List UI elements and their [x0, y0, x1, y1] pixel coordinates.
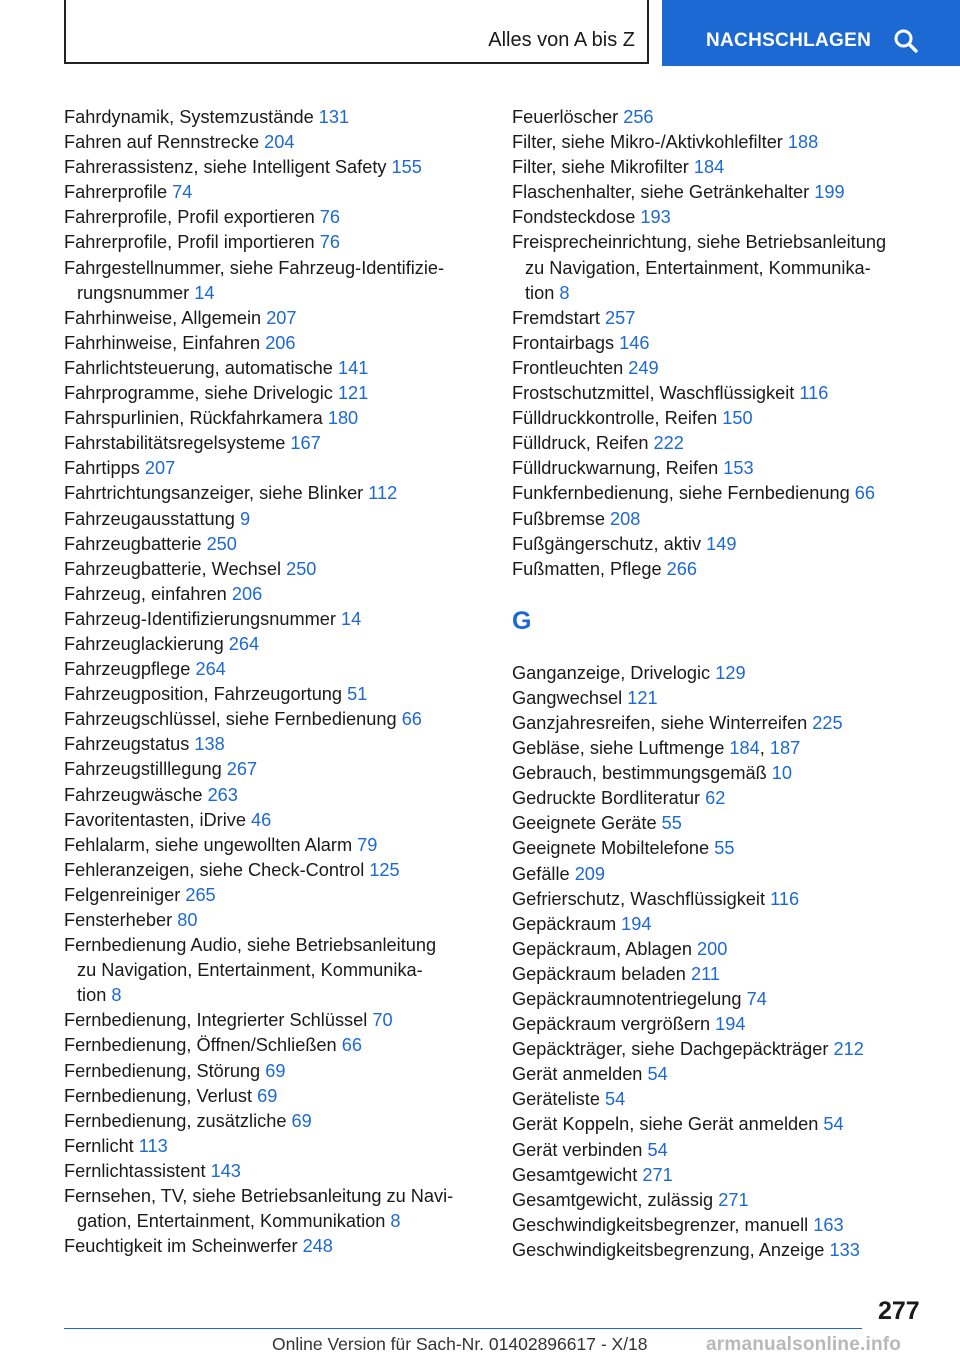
- page-number: 277: [878, 1297, 920, 1325]
- index-entry: [64, 230, 484, 255]
- index-term: Fußgängerschutz, aktiv: [512, 533, 707, 554]
- index-term: Gerät verbinden: [512, 1139, 648, 1160]
- index-entry: [64, 406, 484, 431]
- index-term: Fahrlichtsteuerung, automatische: [64, 357, 338, 378]
- page-reference-link[interactable]: 194: [621, 913, 652, 934]
- index-entry: [512, 381, 932, 406]
- index-term: Gesamtgewicht: [512, 1164, 643, 1185]
- index-term: rungsnummer: [77, 282, 195, 303]
- page-reference-link[interactable]: 8: [111, 985, 122, 1006]
- index-term: Frostschutzmittel, Waschflüssigkeit: [512, 383, 800, 404]
- search-icon[interactable]: [893, 28, 919, 54]
- page-reference-link[interactable]: 54: [605, 1089, 626, 1110]
- index-term: Fernbedienung, Verlust: [64, 1085, 258, 1106]
- page-reference-link[interactable]: 66: [401, 709, 422, 730]
- index-entry: [512, 130, 932, 155]
- page-reference-link[interactable]: 55: [661, 813, 682, 834]
- index-entry: [512, 481, 932, 506]
- page-reference-link[interactable]: 250: [286, 558, 317, 579]
- index-term: Gesamtgewicht, zulässig: [512, 1189, 719, 1210]
- page-reference-link[interactable]: 188: [787, 132, 819, 153]
- index-entry: [512, 230, 932, 305]
- index-column-right: [512, 105, 932, 1263]
- page-reference-link[interactable]: 69: [257, 1085, 278, 1106]
- index-term: Gefrierschutz, Waschflüssigkeit: [512, 888, 771, 909]
- index-entry: [512, 786, 932, 811]
- index-entry: [512, 761, 932, 786]
- index-term: Freisprecheinrichtung, siehe Betriebsanleitung: [512, 232, 887, 253]
- page-reference-link[interactable]: 267: [226, 759, 258, 780]
- index-entry: [512, 331, 932, 356]
- index-term: tion: [77, 985, 112, 1006]
- index-term: Fahrzeugposition, Fahrzeugortung: [64, 684, 348, 705]
- index-term: Fernbedienung, Integrierter Schlüssel: [64, 1010, 373, 1031]
- page-reference-link[interactable]: 54: [647, 1139, 668, 1160]
- index-entry: [512, 406, 932, 431]
- index-term: Fahrhinweise, Allgemein: [64, 307, 267, 328]
- index-entry: [64, 1084, 484, 1109]
- index-entry: [64, 456, 484, 481]
- index-entry: [64, 908, 484, 933]
- page-reference-link[interactable]: 209: [574, 863, 606, 884]
- index-term: Fülldruck, Reifen: [512, 433, 654, 454]
- page-reference-link[interactable]: 149: [706, 533, 737, 554]
- index-entry: [64, 757, 484, 782]
- index-term: Gepäckraum beladen: [512, 963, 691, 984]
- index-entry: [64, 732, 484, 757]
- index-term: Fahren auf Rennstrecke: [64, 132, 265, 153]
- index-entry: [64, 356, 484, 381]
- index-entry: [512, 180, 932, 205]
- index-entry: [64, 1159, 484, 1184]
- index-term: Gerät anmelden: [512, 1064, 648, 1085]
- page-reference-link[interactable]: 264: [195, 659, 226, 680]
- index-term: Favoritentasten, iDrive: [64, 809, 251, 830]
- page-reference-link[interactable]: 271: [642, 1164, 673, 1185]
- index-term: Fußbremse: [512, 508, 611, 529]
- index-term: Fahrerprofile: [64, 182, 173, 203]
- page-reference-link[interactable]: 257: [604, 307, 636, 328]
- index-entry: [64, 1109, 484, 1134]
- page-reference-link[interactable]: 180: [327, 408, 359, 429]
- index-entry: [64, 883, 484, 908]
- index-entry: [64, 431, 484, 456]
- index-entry: [64, 657, 484, 682]
- index-entry: [64, 1059, 484, 1084]
- index-term: Fehlalarm, siehe ungewollten Alarm: [64, 834, 358, 855]
- page-reference-link[interactable]: 141: [337, 357, 369, 378]
- index-entry: [512, 836, 932, 861]
- page-reference-link[interactable]: 69: [265, 1060, 286, 1081]
- index-entry: [512, 811, 932, 836]
- index-entry: [512, 686, 932, 711]
- index-entry: [64, 155, 484, 180]
- page-reference-link[interactable]: 54: [647, 1064, 668, 1085]
- page-reference-link[interactable]: 112: [368, 483, 398, 504]
- page-reference-link[interactable]: 193: [640, 207, 671, 228]
- index-entry: [64, 331, 484, 356]
- index-entry: [512, 557, 932, 582]
- page-reference-link[interactable]: 70: [372, 1010, 393, 1031]
- index-term: Frontleuchten: [512, 357, 629, 378]
- index-term: Fernbedienung, Öffnen/Schließen: [64, 1035, 342, 1056]
- section-tab: [64, 0, 649, 64]
- index-entry: [512, 306, 932, 331]
- index-term: Gangwechsel: [512, 687, 628, 708]
- index-entry: [512, 962, 932, 987]
- index-entry: [512, 711, 932, 736]
- index-term: Fahrerassistenz, siehe Intelligent Safety: [64, 157, 392, 178]
- index-term: Fahrerprofile, Profil exportieren: [64, 207, 320, 228]
- index-entry: [512, 1188, 932, 1213]
- page-reference-link[interactable]: 212: [833, 1039, 864, 1060]
- page-reference-link[interactable]: 80: [177, 910, 198, 930]
- index-term: Frontairbags: [512, 332, 620, 353]
- index-entry: [64, 833, 484, 858]
- index-entry: [512, 1213, 932, 1238]
- index-entry: [64, 808, 484, 833]
- page-reference-link[interactable]: 8: [390, 1211, 401, 1232]
- index-entry: [64, 933, 484, 1008]
- page-reference-link[interactable]: 211: [690, 963, 720, 984]
- online-version-note: Online Version für Sach-Nr. 01402896617 - X/18: [272, 1334, 648, 1354]
- page-reference-link[interactable]: 208: [610, 508, 641, 529]
- index-term: Fehleranzeigen, siehe Check-Control: [64, 859, 370, 880]
- page-reference-link[interactable]: 184: [729, 738, 760, 759]
- page-reference-link[interactable]: 74: [172, 182, 193, 203]
- index-term: Fernbedienung, Störung: [64, 1060, 266, 1081]
- index-term: Fremdstart: [512, 307, 605, 328]
- page-reference-link[interactable]: 163: [813, 1214, 844, 1235]
- letter-heading: G: [512, 606, 532, 635]
- index-term: Geräteliste: [512, 1089, 605, 1110]
- page-reference-link[interactable]: 10: [771, 763, 793, 784]
- page-reference-link[interactable]: 150: [722, 408, 753, 429]
- index-entry: [512, 937, 932, 962]
- index-term: Fernbedienung, zusätzliche: [64, 1110, 292, 1131]
- index-term: Fahrzeugwäsche: [64, 784, 208, 805]
- page-reference-link[interactable]: 184: [693, 157, 725, 178]
- index-entry: [512, 456, 932, 481]
- page-reference-link[interactable]: 51: [347, 684, 368, 705]
- page-reference-link[interactable]: 248: [302, 1236, 333, 1257]
- index-entry: [64, 1134, 484, 1159]
- page-reference-link[interactable]: 129: [715, 662, 746, 683]
- index-entry: [64, 532, 484, 557]
- index-entry: [64, 205, 484, 230]
- page-reference-link[interactable]: 200: [697, 938, 728, 959]
- index-term: gation, Entertainment, Kommunikation: [77, 1211, 391, 1232]
- index-entry: [512, 1062, 932, 1087]
- index-term: Fondsteckdose: [512, 207, 641, 228]
- index-entry: [64, 507, 484, 532]
- index-entry: [64, 1033, 484, 1058]
- index-entry: [64, 632, 484, 657]
- index-term: Fahrtipps: [64, 458, 145, 479]
- index-term: Fülldruckwarnung, Reifen: [512, 458, 724, 479]
- index-term: Fernbedienung Audio, siehe Betriebsanleitung: [64, 935, 437, 956]
- page-reference-link[interactable]: 146: [619, 332, 650, 353]
- index-entry: [64, 557, 484, 582]
- index-entry: [512, 987, 932, 1012]
- index-term: Gebläse, siehe Luftmenge: [512, 738, 730, 759]
- index-term: Fernsehen, TV, siehe Betriebsanleitung zu Navi-: [64, 1186, 454, 1207]
- index-entry: [512, 507, 932, 532]
- index-term: Fahrspurlinien, Rückfahrkamera: [64, 408, 328, 429]
- index-term: Fahrtrichtungsanzeiger, siehe Blinker: [64, 483, 369, 504]
- index-entry: [512, 1037, 932, 1062]
- index-entry: [64, 707, 484, 732]
- index-term: Fensterheber: [64, 910, 178, 930]
- index-entry: [64, 481, 484, 506]
- page-reference-link[interactable]: 222: [653, 433, 684, 454]
- page-reference-link[interactable]: 133: [829, 1239, 860, 1260]
- index-entry: [512, 1138, 932, 1163]
- index-term: Gebrauch, bestimmungsgemäß: [512, 763, 772, 784]
- watermark: armanualsonline.info: [706, 1334, 902, 1355]
- index-term: Geeignete Geräte: [512, 813, 662, 834]
- index-term: Fahrzeugstilllegung: [64, 759, 227, 780]
- index-entry: [512, 431, 932, 456]
- page-reference-link[interactable]: 76: [319, 232, 340, 253]
- page-reference-link[interactable]: 74: [746, 989, 767, 1009]
- index-entry: [512, 661, 932, 686]
- page-reference-link[interactable]: 66: [341, 1035, 362, 1056]
- page-reference-link[interactable]: 206: [265, 332, 296, 353]
- index-term: Feuerlöscher: [512, 107, 624, 127]
- index-entry: [64, 381, 484, 406]
- index-term: Ganzjahresreifen, siehe Winterreifen: [512, 712, 813, 733]
- index-term: Filter, siehe Mikrofilter: [512, 157, 694, 178]
- page-reference-link[interactable]: 249: [628, 357, 659, 378]
- index-entry: [512, 155, 932, 180]
- section-title: Alles von A bis Z: [488, 28, 635, 51]
- page-reference-link[interactable]: 187: [769, 738, 801, 759]
- page-reference-link[interactable]: 116: [770, 888, 800, 909]
- index-entry: [64, 858, 484, 883]
- page-reference-link[interactable]: 116: [799, 383, 829, 404]
- index-term: Fahrstabilitätsregelsysteme: [64, 433, 291, 454]
- page-reference-link[interactable]: 55: [714, 838, 735, 859]
- page-reference-link[interactable]: 54: [823, 1114, 844, 1135]
- page-reference-link[interactable]: 194: [715, 1014, 746, 1035]
- index-term: Fernlicht: [64, 1135, 139, 1156]
- index-entry: [64, 783, 484, 808]
- index-term: Fahrzeugschlüssel, siehe Fernbedienung: [64, 709, 402, 730]
- page-reference-link[interactable]: 199: [814, 182, 845, 203]
- page-reference-link[interactable]: 207: [266, 307, 297, 328]
- index-entry: [512, 862, 932, 887]
- page-reference-link[interactable]: 62: [705, 788, 726, 809]
- index-entry: [512, 1112, 932, 1137]
- index-entry: [64, 105, 484, 130]
- page-reference-link[interactable]: 79: [357, 834, 378, 855]
- index-term: Felgenreiniger: [64, 884, 186, 905]
- index-term: Fahrzeugausstattung: [64, 508, 240, 529]
- index-entry: [512, 736, 932, 761]
- page-reference-link[interactable]: 9: [239, 508, 251, 529]
- page-header: [0, 0, 960, 66]
- index-term: zu Navigation, Entertainment, Kommunika-: [77, 960, 423, 981]
- index-entry: [512, 105, 932, 130]
- index-entry: [64, 1008, 484, 1033]
- page-reference-link[interactable]: 143: [210, 1160, 241, 1181]
- index-entry: [512, 1012, 932, 1037]
- index-term: Fülldruckkontrolle, Reifen: [512, 408, 723, 429]
- page-reference-link[interactable]: 265: [185, 884, 216, 905]
- index-term: zu Navigation, Entertainment, Kommunika-: [525, 257, 871, 278]
- index-term: Fahrzeugstatus: [64, 734, 195, 755]
- index-term: Feuchtigkeit im Scheinwerfer: [64, 1236, 303, 1257]
- index-entry: [512, 912, 932, 937]
- index-term: Fahrzeugbatterie: [64, 533, 207, 554]
- page-reference-link[interactable]: 206: [231, 583, 263, 604]
- page-reference-link[interactable]: 167: [290, 433, 321, 454]
- page-reference-link[interactable]: 113: [138, 1135, 168, 1156]
- page-reference-link[interactable]: 155: [391, 157, 422, 178]
- index-term: Flaschenhalter, siehe Getränkehalter: [512, 182, 815, 203]
- index-term: Gepäckraum, Ablagen: [512, 938, 698, 959]
- index-term: Gefälle: [512, 863, 575, 884]
- index-term: Fahrzeuglackierung: [64, 633, 229, 654]
- page-reference-link[interactable]: 76: [319, 207, 340, 228]
- index-term: Gepäckraum vergrößern: [512, 1014, 716, 1035]
- page-reference-link[interactable]: 264: [228, 633, 260, 654]
- index-term: Gepäckraumnotentriegelung: [512, 989, 747, 1009]
- page-reference-link[interactable]: 66: [854, 483, 876, 504]
- index-term: Funkfernbedienung, siehe Fernbedienung: [512, 483, 855, 504]
- index-term: Gepäckträger, siehe Dachgepäckträger: [512, 1039, 834, 1060]
- page-reference-link[interactable]: 271: [718, 1189, 749, 1210]
- index-entry: [64, 306, 484, 331]
- index-term: Gerät Koppeln, siehe Gerät anmelden: [512, 1114, 824, 1135]
- index-entry: [64, 1184, 484, 1234]
- index-entry: [512, 1087, 932, 1112]
- index-term: Filter, siehe Mikro-/Aktivkohlefilter: [512, 132, 788, 153]
- index-term: Geschwindigkeitsbegrenzer, manuell: [512, 1214, 814, 1235]
- nachschlagen-nav-button[interactable]: [662, 0, 960, 66]
- index-term: Fahrerprofile, Profil importieren: [64, 232, 320, 253]
- index-entry: [64, 256, 484, 306]
- nav-label: NACHSCHLAGEN: [706, 30, 872, 51]
- page-reference-link[interactable]: 153: [723, 458, 754, 479]
- index-term: Fernlichtassistent: [64, 1160, 211, 1181]
- index-term: Gedruckte Bordliteratur: [512, 788, 706, 809]
- index-entry: [64, 180, 484, 205]
- index-term: Gepäckraum: [512, 913, 622, 934]
- page-reference-link[interactable]: 225: [812, 712, 843, 733]
- index-entry: [512, 205, 932, 230]
- index-entry: [64, 682, 484, 707]
- page-reference-link[interactable]: 14: [340, 608, 362, 629]
- page-reference-link[interactable]: 46: [251, 809, 272, 830]
- page-reference-link[interactable]: 207: [144, 458, 176, 479]
- index-term: Fahrzeug-Identifizierungsnummer: [64, 608, 341, 629]
- page-reference-link[interactable]: 250: [206, 533, 237, 554]
- page-reference-link[interactable]: 266: [666, 558, 698, 579]
- index-entry: [64, 582, 484, 607]
- index-term: tion: [525, 282, 560, 303]
- index-entry: [512, 532, 932, 557]
- index-entry: [512, 887, 932, 912]
- page-reference-link[interactable]: 121: [337, 383, 369, 404]
- index-term: Ganganzeige, Drivelogic: [512, 662, 716, 683]
- index-term: Geschwindigkeitsbegrenzung, Anzeige: [512, 1239, 830, 1260]
- index-term: Fußmatten, Pflege: [512, 558, 667, 579]
- index-term: ,: [759, 738, 770, 759]
- index-term: Fahrhinweise, Einfahren: [64, 332, 266, 353]
- page-reference-link[interactable]: 204: [264, 132, 295, 153]
- index-entry: [512, 356, 932, 381]
- page-reference-link[interactable]: 8: [559, 282, 570, 303]
- index-term: Fahrgestellnummer, siehe Fahrzeug-Identifizie-: [64, 257, 445, 278]
- page-reference-link[interactable]: 121: [627, 687, 658, 708]
- index-entry: [512, 1163, 932, 1188]
- index-term: Fahrzeugpflege: [64, 659, 196, 680]
- page-reference-link[interactable]: 138: [194, 734, 225, 755]
- index-entry: [64, 1234, 484, 1259]
- page-reference-link[interactable]: 131: [318, 107, 350, 127]
- page-reference-link[interactable]: 263: [207, 784, 238, 805]
- page-reference-link[interactable]: 69: [291, 1110, 312, 1131]
- index-term: Geeignete Mobiltelefone: [512, 838, 715, 859]
- index-term: Fahrprogramme, siehe Drivelogic: [64, 383, 338, 404]
- index-term: Fahrzeug, einfahren: [64, 583, 232, 604]
- index-entry: [64, 607, 484, 632]
- index-column-left: [64, 105, 484, 1259]
- page-reference-link[interactable]: 256: [623, 107, 654, 127]
- index-term: Fahrdynamik, Systemzustände: [64, 107, 319, 127]
- index-entry: [64, 130, 484, 155]
- page-reference-link[interactable]: 14: [194, 282, 215, 303]
- index-term: Fahrzeugbatterie, Wechsel: [64, 558, 287, 579]
- page-reference-link[interactable]: 125: [369, 859, 400, 880]
- footer-divider: [64, 1328, 862, 1329]
- index-entry: [512, 1238, 932, 1263]
